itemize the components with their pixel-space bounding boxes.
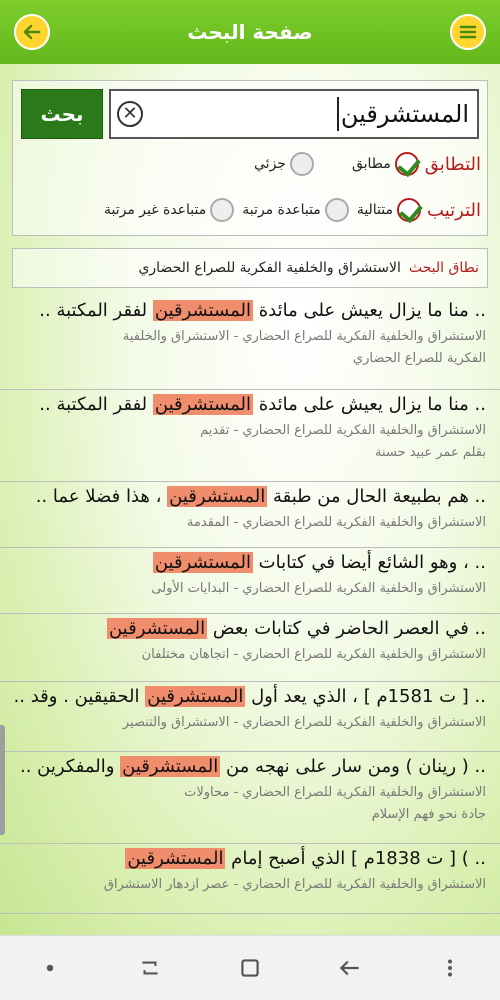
more-vertical-icon[interactable] xyxy=(430,948,470,988)
checked-radio-icon xyxy=(395,152,419,176)
text-caret xyxy=(337,97,339,131)
highlighted-match: المستشرقين xyxy=(169,486,266,507)
hamburger-menu-icon xyxy=(456,20,480,44)
order-row xyxy=(13,193,489,227)
system-nav-bar xyxy=(0,935,500,1000)
order-option-spaced-unordered[interactable]: متباعدة غير مرتبة xyxy=(104,198,234,222)
highlighted-match: المستشرقين xyxy=(154,552,251,573)
result-item[interactable]: .. [ ت 1581م ] ، الذي يعد أول المستشرقين الحقيقين . وقد .. الاستشراق والخلفية الفكرية للصراع الحضاري - الاستشراق والتنصير xyxy=(0,682,500,752)
result-item[interactable]: .. هم بطبيعة الحال من طبقة المستشرقين ، هذا فضلا عما .. الاستشراق والخلفية الفكرية للصراع الحضاري - المقدمة xyxy=(0,482,500,548)
top-app-bar xyxy=(0,0,500,64)
highlighted-match: المستشرقين xyxy=(154,394,251,415)
recent-apps-icon[interactable] xyxy=(130,948,170,988)
order-option-consecutive[interactable]: متتالية xyxy=(357,198,421,222)
order-option-spaced-ordered[interactable]: متباعدة مرتبة xyxy=(242,198,349,222)
menu-button[interactable] xyxy=(450,14,486,50)
clear-search-icon[interactable]: ✕ xyxy=(117,101,143,127)
match-label: التطابق xyxy=(424,153,481,175)
search-panel xyxy=(12,80,488,236)
checked-radio-icon xyxy=(397,198,421,222)
search-input[interactable] xyxy=(109,89,479,139)
order-label: الترتيب xyxy=(427,199,481,221)
match-option-partial[interactable]: جزئي xyxy=(254,152,314,176)
radio-icon xyxy=(325,198,349,222)
search-query-text: المستشرقين xyxy=(340,100,469,128)
highlighted-match: المستشرقين xyxy=(122,756,219,777)
scope-label: نطاق البحث xyxy=(408,260,479,276)
result-item[interactable]: .. ) [ ت 1838م ] الذي أصبح إمام المستشرقين الاستشراق والخلفية الفكرية للصراع الحضاري - عصر ازدهار الاستشراق xyxy=(0,844,500,914)
edge-panel-handle[interactable] xyxy=(0,725,5,835)
result-item[interactable]: .. ( رينان ) ومن سار على نهجه من المستشرقين والمفكرين .. الاستشراق والخلفية الفكرية للصراع الحضاري - محاولات جادة نحو فهم الإسلام xyxy=(0,752,500,844)
scope-value: الاستشراق والخلفية الفكرية للصراع الحضاري xyxy=(138,260,401,276)
match-row xyxy=(13,147,489,181)
result-item[interactable]: .. ، وهو الشائع أيضا في كتابات المستشرقين الاستشراق والخلفية الفكرية للصراع الحضاري - البدايات الأولى xyxy=(0,548,500,614)
back-button[interactable] xyxy=(14,14,50,50)
radio-icon xyxy=(210,198,234,222)
page-title: صفحة البحث xyxy=(187,20,313,44)
search-scope[interactable] xyxy=(12,248,488,288)
radio-icon xyxy=(290,152,314,176)
result-item[interactable]: .. منا ما يزال يعيش على مائدة المستشرقين لفقر المكتبة .. الاستشراق والخلفية الفكرية للصراع الحضاري - تقديم بقلم عمر عبيد حسنة xyxy=(0,390,500,482)
highlighted-match: المستشرقين xyxy=(154,300,251,321)
highlighted-match: المستشرقين xyxy=(108,618,206,639)
dot-icon[interactable] xyxy=(30,948,70,988)
result-item[interactable]: .. في العصر الحاضر في كتابات بعض المستشرقين الاستشراق والخلفية الفكرية للصراع الحضاري - اتجاهان مختلفان xyxy=(0,614,500,682)
highlighted-match: المستشرقين xyxy=(127,848,224,869)
arrow-left-icon xyxy=(20,20,44,44)
highlighted-match: المستشرقين xyxy=(147,686,244,707)
search-button[interactable]: بحث xyxy=(21,89,103,139)
result-item[interactable]: .. منا ما يزال يعيش على مائدة المستشرقين لفقر المكتبة .. الاستشراق والخلفية الفكرية للصراع الحضاري - الاستشراق والخلفية الفكرية للصراع الحضاري xyxy=(0,296,500,390)
home-square-icon[interactable] xyxy=(230,948,270,988)
back-arrow-icon[interactable] xyxy=(330,948,370,988)
match-option-exact[interactable]: مطابق xyxy=(352,152,419,176)
